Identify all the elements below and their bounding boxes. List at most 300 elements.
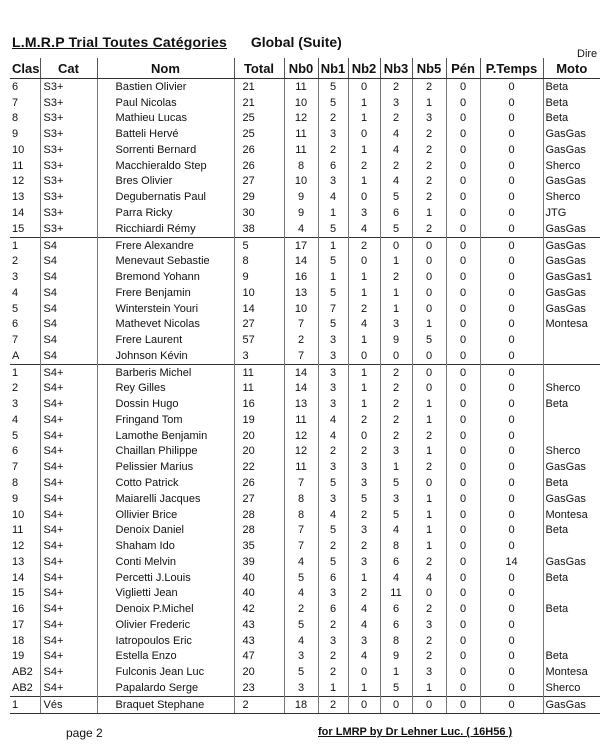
cell-nom: Batteli Hervé [97, 126, 234, 142]
cell-nb1: 2 [318, 649, 348, 665]
cell-nb5: 2 [412, 459, 446, 475]
cell-nb0: 4 [284, 586, 318, 602]
cell-nom: Fulconis Jean Luc [97, 664, 234, 680]
cell-p-temps: 0 [480, 158, 543, 174]
cell-p-temps: 0 [480, 586, 543, 602]
cell-nb5: 4 [412, 570, 446, 586]
cell-nb3: 2 [380, 364, 412, 380]
cell-nb2: 2 [348, 158, 380, 174]
cell-clas: 2 [12, 255, 19, 268]
cell-nb1: 1 [318, 205, 348, 221]
cell-nb0: 8 [284, 158, 318, 174]
cell-total: 11 [234, 381, 284, 397]
cell-nb0: 9 [284, 205, 318, 221]
cell-nb1: 5 [318, 475, 348, 491]
cell-pen: 0 [446, 680, 480, 696]
cell-nb2: 4 [348, 649, 380, 665]
cell-nb3: 5 [380, 189, 412, 205]
cell-nb1: 2 [318, 444, 348, 460]
cell-cat: S4 [40, 237, 97, 253]
cell-pen: 0 [446, 538, 480, 554]
cell-total: 42 [234, 601, 284, 617]
cell-cat: S4 [40, 269, 97, 285]
cell-nb3: 9 [380, 332, 412, 348]
cell-nb0: 2 [284, 601, 318, 617]
cell-nb0: 7 [284, 538, 318, 554]
table-row [10, 301, 600, 317]
cell-nb1: 1 [318, 269, 348, 285]
cell-nom: Ricchiardi Rémy [97, 221, 234, 237]
cell-nb5: 0 [412, 301, 446, 317]
cell-nom: Denoix Daniel [97, 522, 234, 538]
cell-p-temps: 0 [480, 412, 543, 428]
table-row [10, 364, 600, 380]
cell-nb5: 1 [412, 412, 446, 428]
cell-pen: 0 [446, 301, 480, 317]
cell-nom: Paul Nicolas [97, 95, 234, 111]
cell-pen: 0 [446, 95, 480, 111]
cell-nb1: 3 [318, 381, 348, 397]
footer-credit: for LMRP by Dr Lehner Luc. ( 16H56 ) [318, 726, 513, 738]
cell-total: 25 [234, 126, 284, 142]
cell-nb3: 3 [380, 95, 412, 111]
cell-nb3: 6 [380, 617, 412, 633]
table-row [10, 444, 600, 460]
cell-pen: 0 [446, 174, 480, 190]
cell-nb1: 5 [318, 253, 348, 269]
cell-pen: 0 [446, 142, 480, 158]
cell-nb1: 3 [318, 491, 348, 507]
cell-nb2: 0 [348, 126, 380, 142]
cell-nb3: 4 [380, 174, 412, 190]
cell-total: 43 [234, 633, 284, 649]
cell-cat: S3+ [40, 158, 97, 174]
cell-clas: 13 [12, 555, 25, 568]
cell-pen: 0 [446, 285, 480, 301]
table-body [10, 79, 600, 714]
cell-nb3: 5 [380, 680, 412, 696]
cell-cat: S4+ [40, 633, 97, 649]
column-header-total: Total [234, 58, 284, 79]
cell-total: 9 [234, 269, 284, 285]
cell-total: 22 [234, 459, 284, 475]
cell-nb0: 11 [284, 459, 318, 475]
cell-clas: 9 [12, 492, 19, 505]
cell-p-temps: 14 [480, 554, 543, 570]
cell-nom: Ollivier Brice [97, 507, 234, 523]
cell-nb5: 0 [412, 364, 446, 380]
cell-moto: Montesa [543, 316, 600, 332]
cell-clas: 8 [12, 477, 19, 490]
cell-nom: Percetti J.Louis [97, 570, 234, 586]
cell-nom: Chaillan Philippe [97, 444, 234, 460]
cell-nb2: 3 [348, 205, 380, 221]
cell-nom: Lamothe Benjamin [97, 428, 234, 444]
cell-nb5: 1 [412, 538, 446, 554]
cell-cat: S3+ [40, 142, 97, 158]
cell-nb1: 2 [318, 696, 348, 713]
cell-nb2: 4 [348, 316, 380, 332]
table-row [10, 221, 600, 237]
cell-nom: Mathevet Nicolas [97, 316, 234, 332]
cell-cat: S3+ [40, 205, 97, 221]
cell-moto: GasGas1 [543, 269, 600, 285]
table-row [10, 586, 600, 602]
cell-clas: 14 [12, 571, 25, 584]
cell-nom: Braquet Stephane [97, 696, 234, 713]
cell-nb1: 3 [318, 364, 348, 380]
cell-nb3: 5 [380, 221, 412, 237]
cell-cat: S4+ [40, 570, 97, 586]
cell-clas: 6 [12, 318, 19, 331]
cell-clas: 5 [12, 302, 19, 315]
cell-moto [543, 617, 600, 633]
cell-nb5: 3 [412, 111, 446, 127]
table-row [10, 507, 600, 523]
cell-nb3: 6 [380, 205, 412, 221]
cell-total: 14 [234, 301, 284, 317]
cell-moto: Sherco [543, 381, 600, 397]
cell-p-temps: 0 [480, 142, 543, 158]
table-row [10, 554, 600, 570]
page-title [12, 34, 342, 50]
cell-total: 21 [234, 95, 284, 111]
cell-nb5: 0 [412, 237, 446, 253]
cell-clas: 6 [12, 80, 19, 93]
cell-nb2: 3 [348, 554, 380, 570]
cell-total: 39 [234, 554, 284, 570]
cell-nb0: 8 [284, 507, 318, 523]
cell-nb5: 2 [412, 126, 446, 142]
cell-nb0: 4 [284, 554, 318, 570]
cell-nb1: 4 [318, 412, 348, 428]
cell-nb0: 17 [284, 237, 318, 253]
cell-nb1: 3 [318, 348, 348, 364]
cell-cat: S4+ [40, 459, 97, 475]
cell-nb5: 0 [412, 285, 446, 301]
cell-p-temps: 0 [480, 174, 543, 190]
document-title: L.M.R.P Trial Toutes Catégories [12, 34, 227, 50]
cell-nb0: 7 [284, 475, 318, 491]
cell-total: 35 [234, 538, 284, 554]
cell-total: 29 [234, 189, 284, 205]
cell-moto: Beta [543, 522, 600, 538]
cell-total: 11 [234, 364, 284, 380]
cell-nb0: 4 [284, 221, 318, 237]
cell-p-temps: 0 [480, 570, 543, 586]
cell-cat: S4+ [40, 412, 97, 428]
cell-nb1: 5 [318, 316, 348, 332]
cell-pen: 0 [446, 507, 480, 523]
column-header-nb0: Nb0 [284, 58, 318, 79]
cell-moto [543, 412, 600, 428]
cell-nb3: 2 [380, 111, 412, 127]
cell-nb2: 0 [348, 79, 380, 95]
cell-nb5: 1 [412, 680, 446, 696]
cell-clas: A [12, 349, 20, 362]
cell-clas: 6 [12, 445, 19, 458]
cell-nb1: 1 [318, 680, 348, 696]
cell-nom: Shaham Ido [97, 538, 234, 554]
cell-cat: S4+ [40, 522, 97, 538]
cell-cat: S4 [40, 348, 97, 364]
cell-pen: 0 [446, 364, 480, 380]
table-row [10, 332, 600, 348]
cell-nb0: 7 [284, 316, 318, 332]
table-row [10, 142, 600, 158]
cell-nom: Macchieraldo Step [97, 158, 234, 174]
cell-moto [543, 428, 600, 444]
cell-nb0: 7 [284, 348, 318, 364]
cell-nom: Cotto Patrick [97, 475, 234, 491]
cell-nb5: 2 [412, 554, 446, 570]
cell-nom: Papalardo Serge [97, 680, 234, 696]
cell-nb1: 3 [318, 586, 348, 602]
cell-pen: 0 [446, 111, 480, 127]
cell-moto: GasGas [543, 696, 600, 713]
cell-nb1: 4 [318, 507, 348, 523]
cell-nb0: 7 [284, 522, 318, 538]
cell-nb0: 11 [284, 412, 318, 428]
table-row [10, 158, 600, 174]
cell-total: 40 [234, 570, 284, 586]
cell-nom: Frere Alexandre [97, 237, 234, 253]
cell-nb0: 10 [284, 95, 318, 111]
cell-clas: 10 [12, 508, 25, 521]
table-row [10, 522, 600, 538]
cell-clas: 11 [12, 524, 24, 537]
cell-nb5: 1 [412, 507, 446, 523]
cell-nb2: 1 [348, 332, 380, 348]
cell-nb1: 3 [318, 633, 348, 649]
cell-nb2: 3 [348, 633, 380, 649]
cell-p-temps: 0 [480, 601, 543, 617]
cell-nb3: 3 [380, 444, 412, 460]
cell-pen: 0 [446, 253, 480, 269]
cell-nb2: 1 [348, 570, 380, 586]
cell-nb5: 2 [412, 79, 446, 95]
cell-nb5: 1 [412, 444, 446, 460]
cell-cat: S4+ [40, 444, 97, 460]
cell-pen: 0 [446, 316, 480, 332]
cell-cat: S4+ [40, 664, 97, 680]
cell-moto: GasGas [543, 237, 600, 253]
cell-nb5: 1 [412, 522, 446, 538]
cell-nb1: 4 [318, 428, 348, 444]
cell-nb0: 14 [284, 364, 318, 380]
cell-cat: S3+ [40, 221, 97, 237]
cell-nom: Menevaut Sebastie [97, 253, 234, 269]
cell-nom: Winterstein Youri [97, 301, 234, 317]
cell-nom: Bastien Olivier [97, 79, 234, 95]
cell-total: 20 [234, 444, 284, 460]
cell-cat: S4 [40, 285, 97, 301]
cell-moto: GasGas [543, 221, 600, 237]
cell-moto: Beta [543, 649, 600, 665]
cell-moto [543, 364, 600, 380]
cell-nb3: 5 [380, 475, 412, 491]
cell-cat: S4+ [40, 617, 97, 633]
cell-nb3: 0 [380, 237, 412, 253]
cell-nb0: 12 [284, 428, 318, 444]
cell-p-temps: 0 [480, 126, 543, 142]
cell-pen: 0 [446, 189, 480, 205]
cell-nb2: 0 [348, 428, 380, 444]
cell-nb5: 2 [412, 601, 446, 617]
table-row [10, 633, 600, 649]
cell-cat: S4 [40, 253, 97, 269]
cell-moto [543, 633, 600, 649]
cell-nb5: 0 [412, 586, 446, 602]
cell-pen: 0 [446, 396, 480, 412]
cell-moto [543, 586, 600, 602]
cell-total: 27 [234, 174, 284, 190]
cell-nom: Degubernatis Paul [97, 189, 234, 205]
cell-pen: 0 [446, 332, 480, 348]
cell-clas: 11 [12, 159, 24, 172]
cell-nb1: 3 [318, 174, 348, 190]
cell-nb2: 4 [348, 617, 380, 633]
cell-nb5: 1 [412, 95, 446, 111]
cell-clas: 3 [12, 398, 19, 411]
cell-cat: S4 [40, 316, 97, 332]
cell-pen: 0 [446, 633, 480, 649]
cell-nb3: 2 [380, 428, 412, 444]
cell-nb5: 3 [412, 617, 446, 633]
cell-nb0: 5 [284, 664, 318, 680]
cell-cat: S4+ [40, 680, 97, 696]
table-row [10, 269, 600, 285]
cell-nb5: 2 [412, 633, 446, 649]
cell-nom: Frere Benjamin [97, 285, 234, 301]
cell-clas: 13 [12, 191, 25, 204]
cell-nb0: 9 [284, 189, 318, 205]
table-row [10, 664, 600, 680]
cell-nom: Estella Enzo [97, 649, 234, 665]
cell-clas: 19 [12, 650, 25, 663]
cell-nb2: 2 [348, 237, 380, 253]
cell-nb2: 2 [348, 507, 380, 523]
cell-total: 28 [234, 522, 284, 538]
cell-cat: S3+ [40, 79, 97, 95]
cell-nb2: 0 [348, 189, 380, 205]
cell-total: 2 [234, 696, 284, 713]
cell-pen: 0 [446, 348, 480, 364]
cell-p-temps: 0 [480, 381, 543, 397]
cell-p-temps: 0 [480, 459, 543, 475]
cell-p-temps: 0 [480, 475, 543, 491]
cell-cat: S3+ [40, 126, 97, 142]
cell-nb3: 2 [380, 158, 412, 174]
cell-total: 43 [234, 617, 284, 633]
cell-pen: 0 [446, 158, 480, 174]
cell-clas: 4 [12, 413, 19, 426]
cell-p-temps: 0 [480, 522, 543, 538]
cell-pen: 0 [446, 491, 480, 507]
cell-clas: 12 [12, 540, 25, 553]
cell-nb0: 2 [284, 332, 318, 348]
cell-p-temps: 0 [480, 205, 543, 221]
cell-nb3: 5 [380, 507, 412, 523]
cell-total: 10 [234, 285, 284, 301]
cell-nb2: 3 [348, 475, 380, 491]
cell-cat: S4+ [40, 649, 97, 665]
cell-nb5: 0 [412, 475, 446, 491]
column-header-cat: Cat [40, 58, 97, 79]
cell-nb3: 2 [380, 79, 412, 95]
cell-nom: Mathieu Lucas [97, 111, 234, 127]
table-row [10, 285, 600, 301]
cell-nb1: 2 [318, 664, 348, 680]
cell-nb5: 2 [412, 174, 446, 190]
cell-cat: S4+ [40, 396, 97, 412]
cell-moto: Beta [543, 570, 600, 586]
cell-nb1: 3 [318, 332, 348, 348]
cell-clas: 8 [12, 112, 19, 125]
cell-moto: JTG [543, 205, 600, 221]
cell-cat: S4+ [40, 538, 97, 554]
table-row [10, 381, 600, 397]
cell-cat: S4+ [40, 507, 97, 523]
cell-nb5: 0 [412, 348, 446, 364]
cell-moto: GasGas [543, 491, 600, 507]
table-row [10, 601, 600, 617]
cell-nom: Pelissier Marius [97, 459, 234, 475]
cell-nb0: 18 [284, 696, 318, 713]
table-row [10, 696, 600, 713]
cell-p-temps: 0 [480, 364, 543, 380]
cell-clas: 17 [12, 618, 25, 631]
cell-moto: Beta [543, 95, 600, 111]
cell-p-temps: 0 [480, 332, 543, 348]
cell-nb3: 8 [380, 633, 412, 649]
cell-nb2: 2 [348, 444, 380, 460]
cell-nb5: 2 [412, 189, 446, 205]
cell-clas: AB2 [12, 666, 33, 679]
cell-nb3: 2 [380, 381, 412, 397]
cell-moto: Montesa [543, 664, 600, 680]
cell-nb3: 0 [380, 696, 412, 713]
cell-nb0: 13 [284, 285, 318, 301]
cell-moto [543, 332, 600, 348]
table-row [10, 174, 600, 190]
cell-nb3: 3 [380, 491, 412, 507]
cell-nb1: 5 [318, 221, 348, 237]
cell-moto: GasGas [543, 554, 600, 570]
cell-pen: 0 [446, 696, 480, 713]
cell-clas: 18 [12, 634, 25, 647]
cell-pen: 0 [446, 664, 480, 680]
cell-nom: Barberis Michel [97, 364, 234, 380]
cell-nb3: 6 [380, 554, 412, 570]
cell-nb0: 5 [284, 570, 318, 586]
cell-clas: 7 [12, 96, 19, 109]
cell-moto: GasGas [543, 459, 600, 475]
cell-cat: S4+ [40, 364, 97, 380]
table-row [10, 570, 600, 586]
cell-nb0: 12 [284, 444, 318, 460]
table-row [10, 95, 600, 111]
cell-p-temps: 0 [480, 444, 543, 460]
cell-nom: Parra Ricky [97, 205, 234, 221]
table-row [10, 475, 600, 491]
cell-cat: S4+ [40, 601, 97, 617]
cell-nom: Viglietti Jean [97, 586, 234, 602]
cell-moto: Beta [543, 475, 600, 491]
cell-moto: GasGas [543, 126, 600, 142]
cell-pen: 0 [446, 554, 480, 570]
cell-nb5: 3 [412, 664, 446, 680]
